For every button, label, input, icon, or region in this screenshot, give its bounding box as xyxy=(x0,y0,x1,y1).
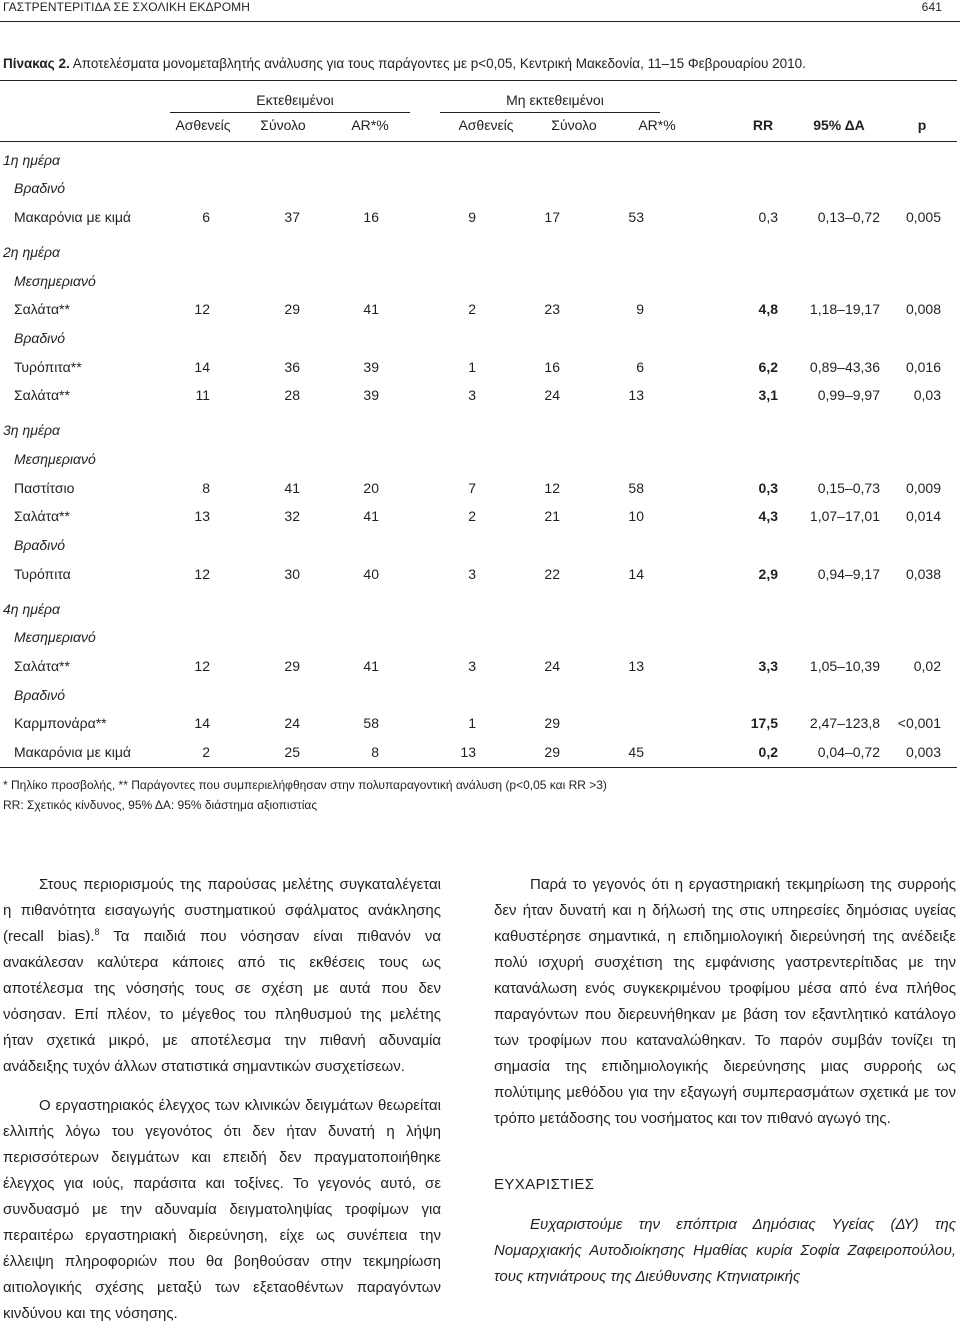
body-right-column xyxy=(494,872,956,1290)
table-cell: 41 xyxy=(363,508,379,524)
row-label: Καρμπονάρα** xyxy=(14,715,107,731)
row-label: Μεσημεριανό xyxy=(14,451,96,467)
table-cell: 10 xyxy=(628,508,644,524)
row-label: Παστίτσιο xyxy=(14,480,75,496)
table-cell: 1 xyxy=(468,359,476,375)
row-label: 2η ημέρα xyxy=(3,244,61,260)
table-cell: 1,05–10,39 xyxy=(809,658,880,674)
table-row xyxy=(0,564,957,584)
row-label: Τυρόπιτα xyxy=(14,566,71,582)
table-cell: 2,47–123,8 xyxy=(809,715,880,731)
table-cell: 8 xyxy=(202,480,210,496)
page-number: 641 xyxy=(921,0,942,14)
table-cell: 53 xyxy=(628,209,644,225)
table-cell: 0,005 xyxy=(905,209,941,225)
table-cell: 58 xyxy=(363,715,379,731)
table-row xyxy=(0,713,957,733)
column-header: AR*% xyxy=(638,117,676,133)
table-cell: 12 xyxy=(194,566,210,582)
table-cell: 29 xyxy=(544,744,560,760)
table-footnote-1: * Πηλίκο προσβολής, ** Παράγοντες που συμπεριελήφθησαν στην πολυπαραγοντική ανάλυση (p<0,05 και RR >3) xyxy=(3,778,607,792)
table-cell: 23 xyxy=(544,301,560,317)
table-cell: 2 xyxy=(202,744,210,760)
acknowledgements-text: Ευχαριστούμε την επόπτρια Δημόσιας Υγείας (ΔΥ) της Νομαρχιακής Αυτοδιοίκησης Ημαθίας κυρία Σοφία Ζαφειροπούλου, τους κτηνιάτρους της Διεύθυνσης Κτηνιατρικής xyxy=(494,1216,956,1285)
table-cell: 0,3 xyxy=(758,480,778,496)
table-cell: 6,2 xyxy=(758,359,778,375)
table-cell: 14 xyxy=(628,566,644,582)
table-cell: 6 xyxy=(202,209,210,225)
header-bottom-rule xyxy=(0,141,957,142)
table-row xyxy=(0,506,957,526)
table-meal-heading xyxy=(0,271,957,291)
table-cell: 0,2 xyxy=(758,744,778,760)
body-left-paragraph-1 xyxy=(3,872,441,1080)
table-bottom-rule xyxy=(0,767,957,768)
table-cell: 28 xyxy=(284,387,300,403)
table-row xyxy=(0,385,957,405)
row-label: Σαλάτα** xyxy=(14,658,70,674)
table-cell: 37 xyxy=(284,209,300,225)
table-cell: 1 xyxy=(468,715,476,731)
table-cell: 2 xyxy=(468,508,476,524)
table-cell: 25 xyxy=(284,744,300,760)
table-cell: 29 xyxy=(284,301,300,317)
table-cell: 2,9 xyxy=(758,566,778,582)
column-header: 95% ΔΑ xyxy=(813,117,865,133)
group-header-unexposed: Μη εκτεθειμένοι xyxy=(506,92,604,108)
table-cell: 8 xyxy=(371,744,379,760)
table-cell: 3 xyxy=(468,566,476,582)
column-header: Ασθενείς xyxy=(175,117,231,133)
table-cell: 24 xyxy=(284,715,300,731)
table-meal-heading xyxy=(0,685,957,705)
table-cell: 6 xyxy=(636,359,644,375)
table-cell: 29 xyxy=(544,715,560,731)
table-meal-heading xyxy=(0,449,957,469)
table-cell: 0,008 xyxy=(905,301,941,317)
acknowledgements-heading: ΕΥΧΑΡΙΣΤΙΕΣ xyxy=(494,1176,595,1193)
table-cell: 17,5 xyxy=(750,715,778,731)
table-cell: 30 xyxy=(284,566,300,582)
table-cell: 40 xyxy=(363,566,379,582)
table-cell: 24 xyxy=(544,387,560,403)
table-cell: 0,003 xyxy=(905,744,941,760)
row-label: 4η ημέρα xyxy=(3,601,61,617)
table-cell: 22 xyxy=(544,566,560,582)
table-cell: 32 xyxy=(284,508,300,524)
table-day-heading xyxy=(0,420,957,440)
table-cell: 4,8 xyxy=(758,301,778,317)
body-left-paragraph-2: Ο εργαστηριακός έλεγχος των κλινικών δειγμάτων θεωρείται ελλιπής λόγω του γεγονότος ότι δεν ήταν δυνατή η λήψη περισσότερων δειγμάτων και επειδή δεν πραγματοποιήθηκε έλεγχος για ιούς, παράσιτα και τοξίνες. Το γεγονός αυτό, σε συνδυασμό με την αδυναμία δειγματοληψίας τροφίμων για περαιτέρω εργαστηριακή διερεύνηση, είχε ως συνέπεια την έλλειψη πληροφοριών που θα βοηθούσαν στην τεκμηρίωση αιτιολογικής σχέσης μεταξύ των εξεταοθέντων παραγόντων κινδύνου και της νόσησης. xyxy=(3,1097,441,1322)
table-cell: 12 xyxy=(194,301,210,317)
table-cell: 9 xyxy=(636,301,644,317)
table-cell: 16 xyxy=(544,359,560,375)
row-label: Μεσημεριανό xyxy=(14,629,96,645)
table-day-heading xyxy=(0,150,957,170)
row-label: Μακαρόνια με κιμά xyxy=(14,744,131,760)
table-cell: 0,009 xyxy=(905,480,941,496)
table-meal-heading xyxy=(0,178,957,198)
table-cell: 0,02 xyxy=(913,658,941,674)
table-cell: 29 xyxy=(284,658,300,674)
table-day-heading xyxy=(0,599,957,619)
table-cell: 0,15–0,73 xyxy=(817,480,880,496)
row-label: Βραδινό xyxy=(14,687,66,703)
column-header: Σύνολο xyxy=(551,117,597,133)
table-cell: 2 xyxy=(468,301,476,317)
journal-running-title: ΓΑΣΤΡΕΝΤΕΡΙΤΙΔΑ ΣΕ ΣΧΟΛΙΚΗ ΕΚΔΡΟΜΗ xyxy=(3,0,251,14)
table-cell: 0,89–43,36 xyxy=(809,359,880,375)
row-label: Βραδινό xyxy=(14,537,66,553)
table-cell: 21 xyxy=(544,508,560,524)
table-meal-heading xyxy=(0,328,957,348)
body-left-p1-part-a: Στους περιορισμούς της παρούσας μελέτης συγκαταλέγεται η πιθανότητα εισαγωγής συστηματικού σφάλματος ανάκλησης (recall bias). xyxy=(3,876,441,945)
table-day-heading xyxy=(0,242,957,262)
column-header: RR xyxy=(752,117,774,133)
table-cell: 41 xyxy=(284,480,300,496)
row-label: Μεσημεριανό xyxy=(14,273,96,289)
table-cell: 13 xyxy=(628,658,644,674)
table-row xyxy=(0,207,957,227)
table-cell: 1,07–17,01 xyxy=(809,508,880,524)
table-cell: 12 xyxy=(194,658,210,674)
row-label: Σαλάτα** xyxy=(14,508,70,524)
table-cell: 13 xyxy=(460,744,476,760)
body-left-column xyxy=(3,872,441,1327)
table-cell: 0,03 xyxy=(913,387,941,403)
table-cell: 3 xyxy=(468,658,476,674)
running-header xyxy=(3,0,942,14)
table-cell: 0,016 xyxy=(905,359,941,375)
table-cell: 39 xyxy=(363,387,379,403)
table-caption-text: Αποτελέσματα μονομεταβλητής ανάλυσης για τους παράγοντες με p<0,05, Κεντρική Μακεδονία, 11–15 Φεβρουαρίου 2010. xyxy=(69,56,806,71)
group-underline-unexposed xyxy=(440,112,660,113)
table-cell: 3 xyxy=(468,387,476,403)
table-cell: 3,1 xyxy=(758,387,778,403)
table-row xyxy=(0,742,957,762)
table-cell: 0,99–9,97 xyxy=(817,387,880,403)
row-label: Βραδινό xyxy=(14,330,66,346)
table-caption-label: Πίνακας 2. xyxy=(3,56,70,71)
table-cell: 11 xyxy=(195,387,210,403)
table-cell: 14 xyxy=(194,715,210,731)
table-top-rule xyxy=(0,80,957,81)
table-cell: 24 xyxy=(544,658,560,674)
table-cell: 0,13–0,72 xyxy=(817,209,880,225)
table-cell: 45 xyxy=(628,744,644,760)
table-caption xyxy=(3,56,953,72)
table-cell: 9 xyxy=(468,209,476,225)
row-label: Σαλάτα** xyxy=(14,387,70,403)
group-header-exposed: Εκτεθειμένοι xyxy=(256,92,334,108)
table-cell: 20 xyxy=(363,480,379,496)
row-label: Σαλάτα** xyxy=(14,301,70,317)
table-meal-heading xyxy=(0,627,957,647)
table-cell: 3,3 xyxy=(758,658,778,674)
table-cell: 7 xyxy=(468,480,476,496)
row-label: 1η ημέρα xyxy=(3,152,61,168)
table-cell: 0,038 xyxy=(905,566,941,582)
table-cell: 13 xyxy=(194,508,210,524)
table-footnote-2: RR: Σχετικός κίνδυνος, 95% ΔΑ: 95% διάστημα αξιοπιστίας xyxy=(3,798,318,812)
table-cell: 39 xyxy=(363,359,379,375)
table-cell: 4,3 xyxy=(758,508,778,524)
table-cell: 16 xyxy=(363,209,379,225)
table-cell: 58 xyxy=(628,480,644,496)
table-row xyxy=(0,357,957,377)
table-cell: 41 xyxy=(363,658,379,674)
table-meal-heading xyxy=(0,535,957,555)
header-rule xyxy=(0,21,960,22)
body-right-paragraph-1: Παρά το γεγονός ότι η εργαστηριακή τεκμηρίωση της συρροής δεν ήταν δυνατή και η δήλωσή της στις υπηρεσίες δημόσιας υγείας καθυστέρησε σημαντικά, η επιδημιολογική διερεύνησή της ανέδειξε πολύ ισχυρή συσχέτιση της εμφάνισης γαστρεντερίτιδας με την κατανάλωση ενός συγκεκριμένου τροφίμου μέσα από ένα πλήθος παραγόντων που διερευνήθηκαν με βάση τον εξαντλητικό κατάλογο των τροφίμων που καταναλώθηκαν. Το παρόν συμβάν τονίζει τη σημασία της επιδημιολογικής διερεύνησης μιας συρροής ως πολύτιμης μεθόδου για την εξαγωγή συμπερασμάτων σχετικά με τον τρόπο μετάδοσης του νοσήματος και τον πιθανό αγωγό της. xyxy=(494,876,956,1127)
table-row xyxy=(0,478,957,498)
table-cell: 12 xyxy=(544,480,560,496)
table-cell: 1,18–19,17 xyxy=(809,301,880,317)
table-cell: 36 xyxy=(284,359,300,375)
table-row xyxy=(0,656,957,676)
table-cell: <0,001 xyxy=(897,715,941,731)
column-header: Σύνολο xyxy=(260,117,306,133)
table-cell: 0,014 xyxy=(905,508,941,524)
reference-marker: 8 xyxy=(94,927,100,937)
table-cell: 14 xyxy=(194,359,210,375)
column-header: Ασθενείς xyxy=(458,117,514,133)
column-header: p xyxy=(917,117,927,133)
row-label: Βραδινό xyxy=(14,180,66,196)
column-header: AR*% xyxy=(351,117,389,133)
row-label: Τυρόπιτα** xyxy=(14,359,82,375)
group-underline-exposed xyxy=(170,112,410,113)
table-cell: 0,94–9,17 xyxy=(817,566,880,582)
table-row xyxy=(0,299,957,319)
body-left-p1-part-b: Τα παιδιά που νόσησαν είναι πιθανόν να ανακάλεσαν καλύτερα κάποιες από τις εκθέσεις τους ως αποτέλεσμα της νόσησής τους σε σχέση με αυτά που δεν νόσησαν. Επί πλέον, το μέγεθος του πληθυσμού της μελέτης ήταν σχετικά μικρό, με αποτέλεσμα την πιθανή αδυναμία ανάδειξης τυχόν άλλων στατιστικά σημαντικών συσχετίσεων. xyxy=(3,928,442,1075)
table-cell: 17 xyxy=(544,209,560,225)
table-cell: 0,04–0,72 xyxy=(817,744,880,760)
table-cell: 41 xyxy=(363,301,379,317)
row-label: 3η ημέρα xyxy=(3,422,61,438)
row-label: Μακαρόνια με κιμά xyxy=(14,209,131,225)
table-cell: 0,3 xyxy=(758,209,778,225)
table-cell: 13 xyxy=(628,387,644,403)
